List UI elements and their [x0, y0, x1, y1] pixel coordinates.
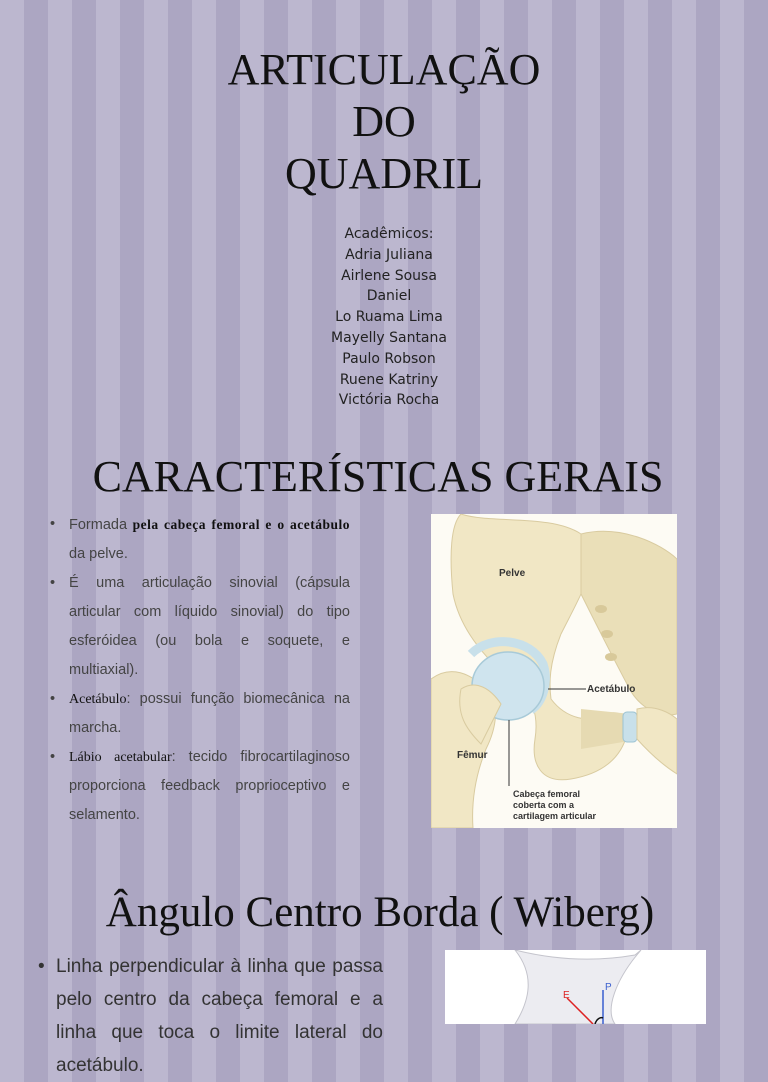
pubic-symphysis — [623, 712, 637, 742]
author-name: Daniel — [366, 288, 412, 305]
list-item — [48, 743, 350, 830]
bullet-text: Linha perpendicular à linha que passa pelo centro da cabeça femoral e a linha que toca o limite lateral do acetábulo. — [56, 956, 383, 1076]
author-name: Mayelly Santana — [331, 329, 447, 346]
author-name: Adria Juliana — [345, 246, 433, 263]
label-femur: Fêmur — [457, 750, 488, 761]
label-cabeca-1: Cabeça femoral — [513, 789, 581, 799]
hip-joint-illustration — [431, 514, 677, 828]
label-e: E — [563, 990, 570, 1001]
author-name: Ruene Katriny — [339, 371, 439, 388]
authors-list — [0, 224, 768, 411]
angulo-list — [36, 950, 383, 1082]
title-line-1: ARTICULAÇÃO — [227, 45, 541, 94]
caracteristicas-list — [48, 510, 350, 830]
hip-joint-svg — [431, 514, 677, 828]
label-acetabulo: Acetábulo — [587, 684, 636, 695]
section-heading-angulo: Ângulo Centro Borda ( Wiberg) — [105, 889, 655, 936]
term: Acetábulo — [69, 692, 127, 707]
author-name: Lo Ruama Lima — [335, 309, 443, 326]
list-item — [36, 950, 383, 1082]
label-pelve: Pelve — [499, 568, 526, 579]
label-p: P — [605, 982, 612, 993]
wiberg-angle-illustration — [445, 950, 706, 1024]
pubis-right — [637, 708, 677, 774]
page-title — [0, 44, 768, 200]
bullet-text: da pelve. — [69, 546, 128, 562]
title-line-2: DO — [352, 97, 416, 146]
label-cabeca-3: cartilagem articular — [513, 811, 597, 821]
title-line-3: QUADRIL — [285, 149, 483, 198]
bullet-text: Formada — [69, 517, 133, 533]
author-name: Airlene Sousa — [341, 267, 437, 284]
list-item — [48, 685, 350, 743]
author-name: Victória Rocha — [338, 392, 440, 409]
label-cabeca-2: coberta com a — [513, 800, 575, 810]
author-name: Paulo Robson — [342, 350, 436, 367]
section-heading-caracteristicas: CARACTERÍSTICAS GERAIS — [92, 452, 664, 501]
bullet-text: É uma articulação sinovial (cápsula articular com líquido sinovial) do tipo esferóidea (ou bola e soquete, e multiaxial). — [69, 575, 350, 678]
wiberg-svg — [445, 950, 706, 1024]
list-item — [48, 569, 350, 685]
list-item — [48, 510, 350, 569]
bold-term: pela cabeça femoral e o acetábulo — [132, 517, 350, 532]
term: Lábio acetabular — [69, 750, 172, 765]
authors-label: Acadêmicos: — [344, 226, 434, 242]
pelvis-outline — [515, 950, 641, 1024]
bullet-text: : possui função biomecânica na marcha. — [69, 691, 350, 736]
bullet-text: : tecido fibrocartilaginoso proporciona feedback proprioceptivo e selamento. — [69, 749, 350, 823]
